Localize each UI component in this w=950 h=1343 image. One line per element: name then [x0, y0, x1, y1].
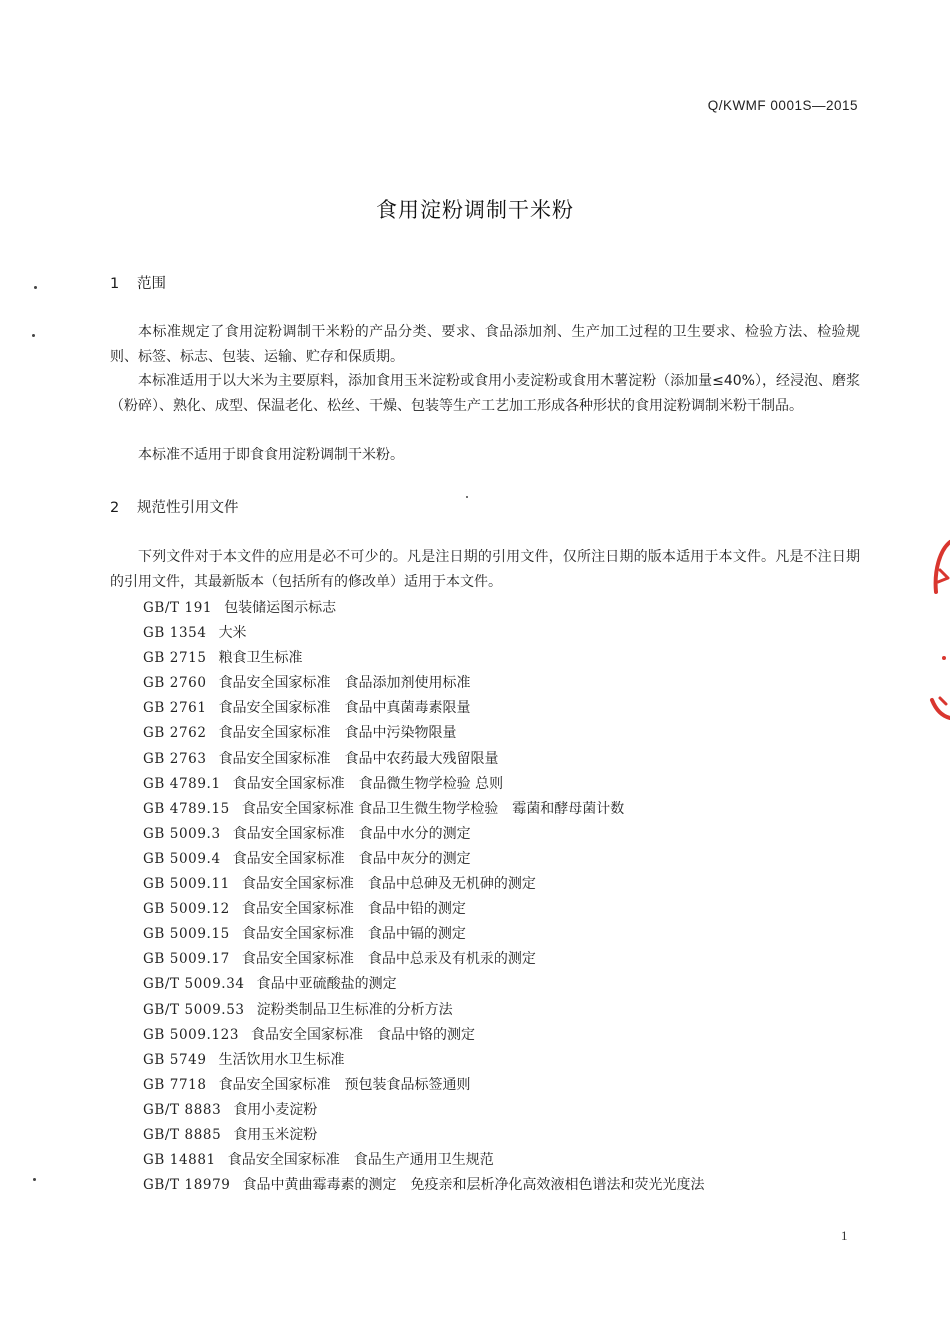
page-number: 1 [841, 1228, 848, 1243]
reference-title: 食品安全国家标准 食品卫生微生物学检验 霉菌和酵母菌计数 [241, 800, 625, 817]
reference-code: GB 7718 [143, 1076, 207, 1093]
reference-title: 食品中亚硫酸盐的测定 [256, 976, 397, 993]
page-title: 食用淀粉调制干米粉 [376, 198, 574, 222]
reference-item [143, 1023, 843, 1048]
reference-title: 食品安全国家标准 食品中水分的测定 [232, 825, 471, 842]
scan-speck [34, 286, 37, 289]
reference-item [143, 646, 843, 671]
reference-item [143, 847, 843, 872]
reference-item [143, 998, 843, 1023]
reference-code: GB 4789.1 [143, 775, 221, 792]
reference-title: 食品中黄曲霉毒素的测定 免疫亲和层析净化高效液相色谱法和荧光光度法 [242, 1177, 705, 1194]
reference-item [143, 822, 843, 847]
reference-item [143, 922, 843, 947]
reference-item [143, 1073, 843, 1098]
reference-title: 食品安全国家标准 食品生产通用卫生规范 [227, 1152, 494, 1169]
reference-item [143, 721, 843, 746]
reference-code: GB 5009.15 [143, 926, 230, 943]
reference-title: 食品安全国家标准 食品微生物学检验 总则 [232, 775, 504, 792]
reference-title: 食品安全国家标准 食品中铬的测定 [251, 1026, 476, 1043]
reference-item [143, 897, 843, 922]
reference-code: GB 14881 [143, 1152, 216, 1169]
reference-item [143, 1148, 843, 1173]
reference-item [143, 797, 843, 822]
reference-code: GB/T 8885 [143, 1126, 222, 1143]
reference-title: 食用小麦淀粉 [233, 1101, 318, 1118]
reference-code: GB 2760 [143, 675, 207, 692]
reference-item [143, 621, 843, 646]
reference-code: GB 5009.12 [143, 901, 230, 918]
section-heading-scope [110, 272, 166, 293]
reference-title: 淀粉类制品卫生标准的分析方法 [256, 1001, 453, 1018]
reference-item [143, 947, 843, 972]
reference-code: GB 4789.15 [143, 800, 230, 817]
reference-code: GB/T 8883 [143, 1101, 222, 1118]
reference-title: 食品安全国家标准 食品中灰分的测定 [232, 850, 471, 867]
document-code: Q/KWMF 0001S—2015 [707, 98, 858, 113]
reference-code: GB/T 191 [143, 600, 213, 616]
reference-title: 食品安全国家标准 食品中镉的测定 [241, 926, 466, 943]
reference-item [143, 1098, 843, 1123]
reference-title: 食品安全国家标准 食品中总汞及有机汞的测定 [241, 951, 536, 968]
reference-code: GB/T 5009.34 [143, 976, 245, 993]
reference-title: 食品安全国家标准 食品中农药最大残留限量 [218, 750, 499, 767]
reference-code: GB/T 18979 [143, 1177, 231, 1194]
reference-code: GB/T 5009.53 [143, 1001, 245, 1018]
reference-code: GB 2715 [143, 650, 207, 667]
reference-item [143, 696, 843, 721]
scope-paragraph-3: 本标准不适用于即食食用淀粉调制干米粉。 [138, 447, 404, 463]
reference-title: 食品安全国家标准 预包装食品标签通则 [218, 1076, 471, 1093]
reference-title: 生活饮用水卫生标准 [218, 1051, 345, 1068]
section-heading-normative-references [110, 496, 239, 517]
section-title: 范围 [137, 276, 166, 292]
reference-item [143, 1123, 843, 1148]
reference-title: 粮食卫生标准 [218, 650, 303, 667]
reference-item [143, 872, 843, 897]
reference-item [143, 747, 843, 772]
reference-code: GB 1354 [143, 625, 207, 642]
reference-code: GB 5749 [143, 1051, 207, 1068]
scan-speck [32, 334, 35, 337]
reference-code: GB 2761 [143, 700, 207, 717]
section-number: 1 [110, 276, 120, 292]
reference-code: GB 5009.11 [143, 876, 230, 893]
seal-stamp-fragment [926, 530, 950, 740]
scan-speck [33, 1178, 36, 1181]
reference-title: 包装储运图示标志 [224, 600, 337, 616]
scan-speck [466, 496, 468, 498]
reference-item [143, 1048, 843, 1073]
reference-title: 食品安全国家标准 食品中铅的测定 [241, 901, 466, 918]
references-intro-paragraph: 下列文件对于本文件的应用是必不可少的。凡是注日期的引用文件，仅所注日期的版本适用于本文件。凡是不注日期的引用文件，其最新版本（包括所有的修改单）适用于本文件。 [110, 549, 860, 590]
reference-item [143, 671, 843, 696]
reference-title: 食品安全国家标准 食品添加剂使用标准 [218, 675, 471, 692]
reference-title: 食品安全国家标准 食品中真菌毒素限量 [218, 700, 471, 717]
reference-code: GB 5009.3 [143, 825, 221, 842]
reference-item [143, 596, 843, 621]
reference-item [143, 972, 843, 997]
reference-title: 食品安全国家标准 食品中总砷及无机砷的测定 [241, 876, 536, 893]
section-title: 规范性引用文件 [137, 500, 239, 516]
scope-paragraph-2: 本标准适用于以大米为主要原料，添加食用玉米淀粉或食用小麦淀粉或食用木薯淀粉（添加量≤40%），经浸泡、磨浆（粉碎）、熟化、成型、保温老化、松丝、干燥、包装等生产工艺加工形成各种形状的食用淀粉调制米粉干制品。 [110, 373, 860, 414]
reference-item [143, 772, 843, 797]
reference-list [143, 596, 843, 1198]
reference-code: GB 5009.123 [143, 1026, 240, 1043]
reference-title: 食用玉米淀粉 [233, 1126, 318, 1143]
reference-code: GB 2763 [143, 750, 207, 767]
reference-code: GB 5009.4 [143, 850, 221, 867]
section-number: 2 [110, 500, 120, 516]
reference-code: GB 5009.17 [143, 951, 230, 968]
scope-paragraph-1: 本标准规定了食用淀粉调制干米粉的产品分类、要求、食品添加剂、生产加工过程的卫生要求、检验方法、检验规则、标签、标志、包装、运输、贮存和保质期。 [110, 324, 860, 365]
reference-title: 食品安全国家标准 食品中污染物限量 [218, 725, 457, 742]
reference-item [143, 1173, 843, 1198]
reference-title: 大米 [218, 625, 247, 642]
reference-code: GB 2762 [143, 725, 207, 742]
